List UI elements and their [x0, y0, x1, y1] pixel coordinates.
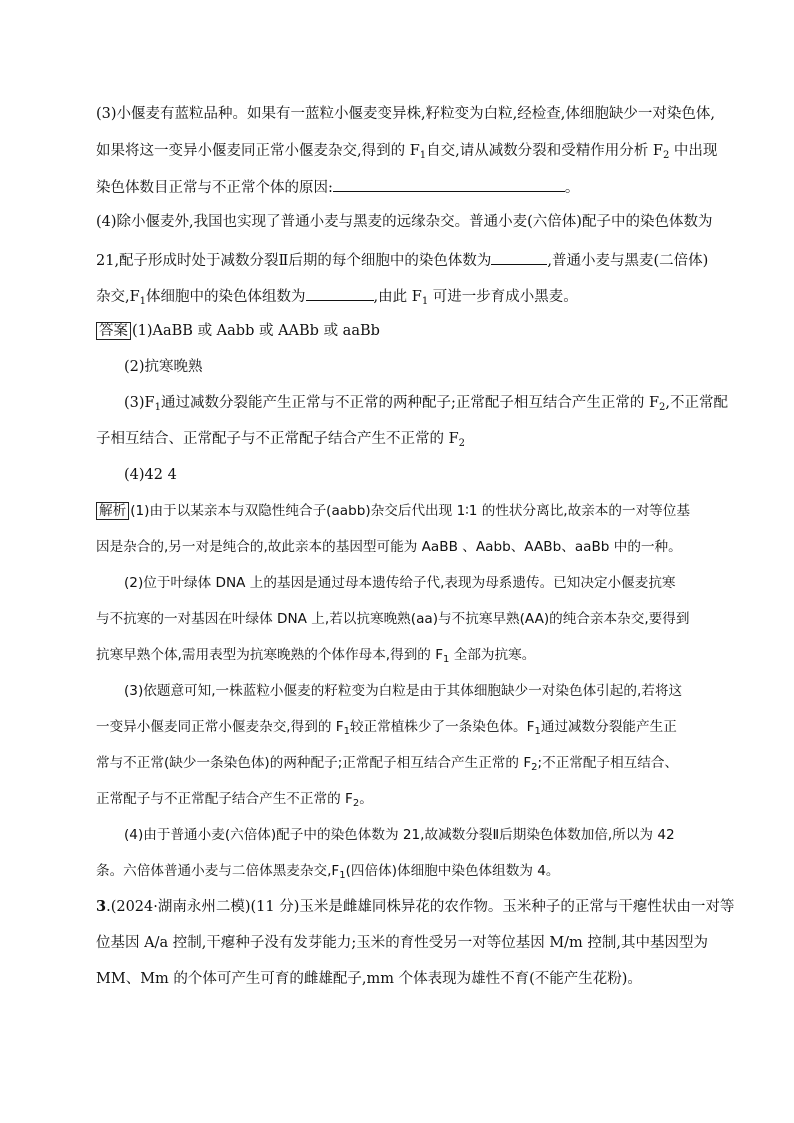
explanation-line5: 抗寒早熟个体,需用表型为抗寒晚熟的个体作母本,得到的 $F_1$ 全部为抗寒。 — [96, 647, 536, 665]
explanation-line3: (2)位于叶绿体 DNA 上的基因是通过母本遗传给子代,表现为母系遗传。已知决定小偃麦抗寒 — [124, 575, 676, 591]
question3-line1: 3.(2024·湖南永州二模)(11 分)玉米是雌雄同株异花的农作物。玉米种子的正常与干瘪性状由一对等 — [96, 898, 735, 915]
explanation-line8: 常与不正常(缺少一条染色体)的两种配子;正常配子相互结合产生正常的 $F_2$;不正常配子相互结合、 — [96, 755, 679, 773]
answer-blank — [333, 177, 565, 192]
answer-line5: (4)42 4 — [124, 467, 177, 483]
explanation-line2: 因是杂合的,另一对是纯合的,故此亲本的基因型可能为 AaBB 、Aabb、AABb、aaBb 中的一种。 — [96, 539, 682, 555]
explanation-line11: 条。六倍体普通小麦与二倍体黑麦杂交$,F_1$(四倍体)体细胞中染色体组数为 4。 — [96, 863, 560, 881]
q-part3-line1: (3)小偃麦有蓝粒品种。如果有一蓝粒小偃麦变异株,籽粒变为白粒,经检查,体细胞缺少一对染色体, — [96, 106, 715, 122]
answer-blank — [306, 286, 374, 301]
explanation-line1: 解析 (1)由于以某亲本与双隐性纯合子(aabb)杂交后代出现 1∶1 的性状分离比,故亲本的一对等位基 — [96, 501, 690, 521]
explanation-line4: 与不抗寒的一对基因在叶绿体 DNA 上,若以抗寒晚熟(aa)与不抗寒早熟(AA)的纯合亲本杂交,要得到 — [96, 611, 690, 627]
answer-line1: 答案 (1)AaBB 或 Aabb 或 AABb 或 aaBb — [96, 321, 380, 341]
answer-line3: $(3)F_1$通过减数分裂能产生正常与不正常的两种配子;正常配子相互结合产生正常的 $F_2$,不正常配 — [124, 395, 729, 413]
explanation-line6: (3)依题意可知,一株蓝粒小偃麦的籽粒变为白粒是由于其体细胞缺少一对染色体引起的,若将这 — [124, 683, 683, 699]
explanation-tag: 解析 — [96, 502, 129, 520]
q-part3-line3: 染色体数目正常与不正常个体的原因: 。 — [96, 177, 579, 198]
question3-line3: MM、Mm 的个体可产生可育的雌雄配子,mm 个体表现为雄性不育(不能产生花粉)。 — [96, 971, 642, 987]
q-part4-line1: (4)除小偃麦外,我国也实现了普通小麦与黑麦的远缘杂交。普通小麦(六倍体)配子中的染色体数为 — [96, 214, 713, 230]
answer-line2: (2)抗寒晚熟 — [124, 359, 203, 375]
explanation-line7: 一变异小偃麦同正常小偃麦杂交,得到的 $F_1$较正常植株少了一条染色体。$F_1$通过减数分裂能产生正 — [96, 719, 677, 737]
question-number: 3 — [96, 898, 107, 915]
explanation-line10: (4)由于普通小麦(六倍体)配子中的染色体数为 21,故减数分裂Ⅱ后期染色体数加倍,所以为 42 — [124, 827, 675, 843]
q-part4-line3: 杂交$,F_1$体细胞中的染色体组数为 ,由此 $F_1$ 可进一步育成小黑麦。 — [96, 286, 578, 307]
explanation-line9: 正常配子与不正常配子结合产生不正常的 $F_2$。 — [96, 791, 373, 809]
question3-line2: 位基因 A/a 控制,干瘪种子没有发芽能力;玉米的育性受另一对等位基因 M/m 控制,其中基因型为 — [96, 935, 709, 951]
answer-line4: 子相互结合、正常配子与不正常配子结合产生不正常的 $F_2$ — [96, 431, 466, 449]
answer-tag: 答案 — [96, 322, 131, 340]
q-part4-line2: 21,配子形成时处于减数分裂Ⅱ后期的每个细胞中的染色体数为 ,普通小麦与黑麦(二倍体) — [96, 250, 708, 271]
answer-blank — [491, 250, 547, 265]
q-part3-line2: 如果将这一变异小偃麦同正常小偃麦杂交,得到的 $F_1$自交,请从减数分裂和受精作用分析 $F_2$ 中出现 — [96, 143, 718, 161]
